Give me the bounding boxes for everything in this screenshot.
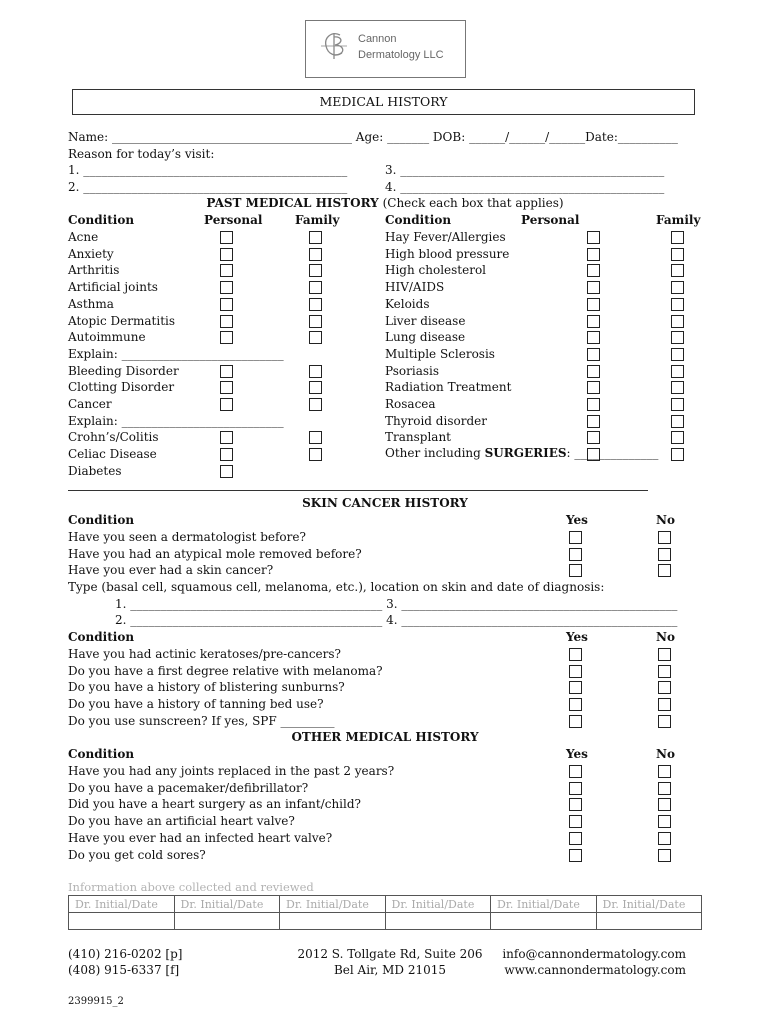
personal-checkbox[interactable] [220,448,233,461]
skin-question-label: Do you have a history of tanning bed use? [68,697,324,711]
reason-field-3[interactable]: 3. ____________________________________________ [385,163,665,177]
initials-table [68,895,702,930]
initial-cell-label: Dr. Initial/Date [174,896,280,913]
yes-checkbox[interactable] [569,832,582,845]
other-question-label: Do you get cold sores? [68,848,206,862]
initial-entry-cell[interactable] [280,913,386,930]
family-checkbox[interactable] [671,264,684,277]
condition-label: Lung disease [385,330,466,344]
initial-entry-cell[interactable] [491,913,597,930]
no-checkbox[interactable] [658,665,671,678]
section-divider [68,490,648,491]
condition-label: Psoriasis [385,364,440,378]
family-checkbox[interactable] [671,348,684,361]
family-checkbox[interactable] [671,365,684,378]
yes-checkbox[interactable] [569,765,582,778]
skin-question-label: Have you had an atypical mole removed before? [68,547,362,561]
family-checkbox[interactable] [309,398,322,411]
other-surgeries-field[interactable] [385,445,658,461]
other-bold: SURGERIES [484,446,567,460]
past-medical-heading-note: (Check each box that applies) [378,196,564,210]
col-family-right: Family [656,213,701,227]
family-checkbox[interactable] [671,398,684,411]
personal-checkbox[interactable] [587,431,600,444]
condition-label: Autoimmune [68,330,146,344]
skin-cancer-heading: SKIN CANCER HISTORY [302,496,468,510]
initial-entry-cell[interactable] [385,913,491,930]
footer-website[interactable]: www.cannondermatology.com [504,963,686,977]
reason-field-2[interactable]: 2. ____________________________________________ [68,180,348,194]
personal-checkbox[interactable] [587,415,600,428]
yes-checkbox[interactable] [569,564,582,577]
other-question-label: Do you have an artificial heart valve? [68,814,295,828]
condition-label: Hay Fever/Allergies [385,230,506,244]
condition-label: Rosacea [385,397,436,411]
personal-checkbox[interactable] [587,365,600,378]
skin-col-no-2: No [656,630,675,644]
family-checkbox[interactable] [309,331,322,344]
initial-cell-label: Dr. Initial/Date [69,896,175,913]
other-suffix: : ______________ [566,446,659,460]
yes-checkbox[interactable] [569,698,582,711]
skin-question-label: Have you seen a dermatologist before? [68,530,306,544]
family-checkbox[interactable] [309,448,322,461]
family-checkbox[interactable] [671,331,684,344]
personal-checkbox[interactable] [587,398,600,411]
skin-col-condition-2: Condition [68,630,135,644]
personal-checkbox[interactable] [220,264,233,277]
condition-label: Acne [68,230,99,244]
other-col-yes: Yes [566,747,588,761]
no-checkbox[interactable] [658,815,671,828]
yes-checkbox[interactable] [569,715,582,728]
skin-question-label: Do you have a first degree relative with melanoma? [68,664,383,678]
condition-label: Liver disease [385,314,466,328]
personal-checkbox[interactable] [220,431,233,444]
family-checkbox[interactable] [309,231,322,244]
col-family-left: Family [295,213,340,227]
yes-checkbox[interactable] [569,548,582,561]
logo-line1: Cannon [358,33,397,45]
past-medical-heading-bold: PAST MEDICAL HISTORY [206,196,379,210]
collected-reviewed-label: Information above collected and reviewed [68,880,314,894]
family-checkbox[interactable] [671,298,684,311]
footer-phone: (410) 216-0202 [p] [68,947,183,961]
initial-entry-cell[interactable] [596,913,702,930]
family-checkbox[interactable] [309,431,322,444]
personal-checkbox[interactable] [220,465,233,478]
personal-checkbox[interactable] [587,315,600,328]
initial-cell-label: Dr. Initial/Date [596,896,702,913]
initials-header-row [69,896,702,913]
family-checkbox[interactable] [671,231,684,244]
yes-checkbox[interactable] [569,531,582,544]
diagnosis-lines-1-3[interactable]: 1. __________________________________________ 3. ______________________________________________ [115,597,678,611]
past-medical-heading [0,195,770,211]
no-checkbox[interactable] [658,681,671,694]
personal-checkbox[interactable] [587,298,600,311]
skin-question-label: Have you had actinic keratoses/pre-cancers? [68,647,341,661]
no-checkbox[interactable] [658,564,671,577]
family-checkbox[interactable] [671,381,684,394]
condition-label: High blood pressure [385,247,510,261]
personal-checkbox[interactable] [220,381,233,394]
footer-address-line2: Bel Air, MD 21015 [333,963,447,977]
family-checkbox[interactable] [671,248,684,261]
form-code: 2399915_2 [68,996,124,1007]
family-checkbox[interactable] [671,281,684,294]
condition-label: Radiation Treatment [385,380,512,394]
condition-label: Cancer [68,397,112,411]
no-checkbox[interactable] [658,648,671,661]
skin-col-condition-1: Condition [68,513,135,527]
condition-label: Explain: ___________________________ [68,414,284,428]
condition-label: Celiac Disease [68,447,157,461]
condition-label: Crohn’s/Colitis [68,430,159,444]
initial-entry-cell[interactable] [174,913,280,930]
personal-checkbox[interactable] [220,398,233,411]
condition-label: Keloids [385,297,430,311]
no-checkbox[interactable] [658,715,671,728]
skin-col-yes-2: Yes [566,630,588,644]
condition-label: HIV/AIDS [385,280,445,294]
other-question-label: Do you have a pacemaker/defibrillator? [68,781,309,795]
col-condition-right: Condition [385,213,452,227]
personal-checkbox[interactable] [220,365,233,378]
condition-label: Artificial joints [68,280,158,294]
condition-label: Diabetes [68,464,122,478]
yes-checkbox[interactable] [569,815,582,828]
personal-checkbox[interactable] [587,381,600,394]
no-checkbox[interactable] [658,782,671,795]
reason-label: Reason for today’s visit: [68,147,215,161]
no-checkbox[interactable] [658,548,671,561]
yes-checkbox[interactable] [569,782,582,795]
other-question-label: Have you had any joints replaced in the past 2 years? [68,764,395,778]
no-checkbox[interactable] [658,849,671,862]
other-col-no: No [656,747,675,761]
skin-question-label: Do you use sunscreen? If yes, SPF _________ [68,714,335,728]
diagnosis-type-line: Type (basal cell, squamous cell, melanoma, etc.), location on skin and date of diagnosis: [68,580,605,594]
other-question-label: Have you ever had an infected heart valve? [68,831,333,845]
personal-checkbox[interactable] [587,348,600,361]
family-checkbox[interactable] [309,381,322,394]
skin-question-label: Do you have a history of blistering sunburns? [68,680,345,694]
diagnosis-lines-2-4[interactable]: 2. __________________________________________ 4. ______________________________________________ [115,613,678,627]
family-checkbox[interactable] [309,281,322,294]
no-checkbox[interactable] [658,765,671,778]
form-title: MEDICAL HISTORY [72,89,695,115]
condition-label: High cholesterol [385,263,487,277]
family-checkbox[interactable] [671,431,684,444]
no-checkbox[interactable] [658,698,671,711]
other-medical-heading: OTHER MEDICAL HISTORY [291,730,479,744]
family-checkbox[interactable] [309,264,322,277]
col-condition-left: Condition [68,213,135,227]
condition-label: Clotting Disorder [68,380,175,394]
footer-address-line1: 2012 S. Tollgate Rd, Suite 206 [297,947,483,961]
condition-label: Atopic Dermatitis [68,314,176,328]
initial-cell-label: Dr. Initial/Date [491,896,597,913]
condition-label: Explain: ___________________________ [68,347,284,361]
footer-fax: (408) 915-6337 [f] [68,963,180,977]
condition-label: Arthritis [68,263,120,277]
cb-monogram-icon [320,29,348,63]
logo-text [358,31,444,63]
family-checkbox[interactable] [309,365,322,378]
skin-question-label: Have you ever had a skin cancer? [68,563,274,577]
family-checkbox[interactable] [671,415,684,428]
personal-checkbox[interactable] [220,298,233,311]
yes-checkbox[interactable] [569,665,582,678]
logo [305,20,466,78]
condition-label: Asthma [68,297,114,311]
condition-label: Bleeding Disorder [68,364,179,378]
no-checkbox[interactable] [658,531,671,544]
other-question-label: Did you have a heart surgery as an infant/child? [68,797,361,811]
family-checkbox[interactable] [309,315,322,328]
initial-cell-label: Dr. Initial/Date [385,896,491,913]
personal-checkbox[interactable] [587,331,600,344]
family-checkbox[interactable] [671,315,684,328]
reason-field-1[interactable]: 1. ____________________________________________ [68,163,348,177]
reason-field-4[interactable]: 4. ____________________________________________ [385,180,665,194]
initial-entry-cell[interactable] [69,913,175,930]
initials-entry-row [69,913,702,930]
col-personal-right: Personal [521,213,580,227]
personal-checkbox[interactable] [220,248,233,261]
initial-cell-label: Dr. Initial/Date [280,896,386,913]
yes-checkbox[interactable] [569,849,582,862]
personal-checkbox[interactable] [587,231,600,244]
col-personal-left: Personal [204,213,263,227]
personal-checkbox[interactable] [220,231,233,244]
skin-col-no-1: No [656,513,675,527]
family-checkbox[interactable] [309,248,322,261]
other-col-condition: Condition [68,747,135,761]
yes-checkbox[interactable] [569,798,582,811]
extra-checkbox[interactable] [671,448,684,461]
no-checkbox[interactable] [658,832,671,845]
yes-checkbox[interactable] [569,648,582,661]
yes-checkbox[interactable] [569,681,582,694]
name-age-dob-line[interactable]: Name: ________________________________________ Age: _______ DOB: ______/______/______Date:__________ [68,130,678,144]
footer-email[interactable]: info@cannondermatology.com [502,947,686,961]
personal-checkbox[interactable] [587,281,600,294]
logo-line2: Dermatology LLC [358,49,444,61]
personal-checkbox[interactable] [587,248,600,261]
other-prefix: Other including [385,446,485,460]
no-checkbox[interactable] [658,798,671,811]
personal-checkbox[interactable] [220,281,233,294]
skin-col-yes-1: Yes [566,513,588,527]
personal-checkbox[interactable] [220,315,233,328]
personal-checkbox[interactable] [587,264,600,277]
condition-label: Anxiety [68,247,114,261]
personal-checkbox[interactable] [220,331,233,344]
family-checkbox[interactable] [309,298,322,311]
condition-label: Multiple Sclerosis [385,347,495,361]
condition-label: Thyroid disorder [385,414,487,428]
condition-label: Transplant [385,430,452,444]
